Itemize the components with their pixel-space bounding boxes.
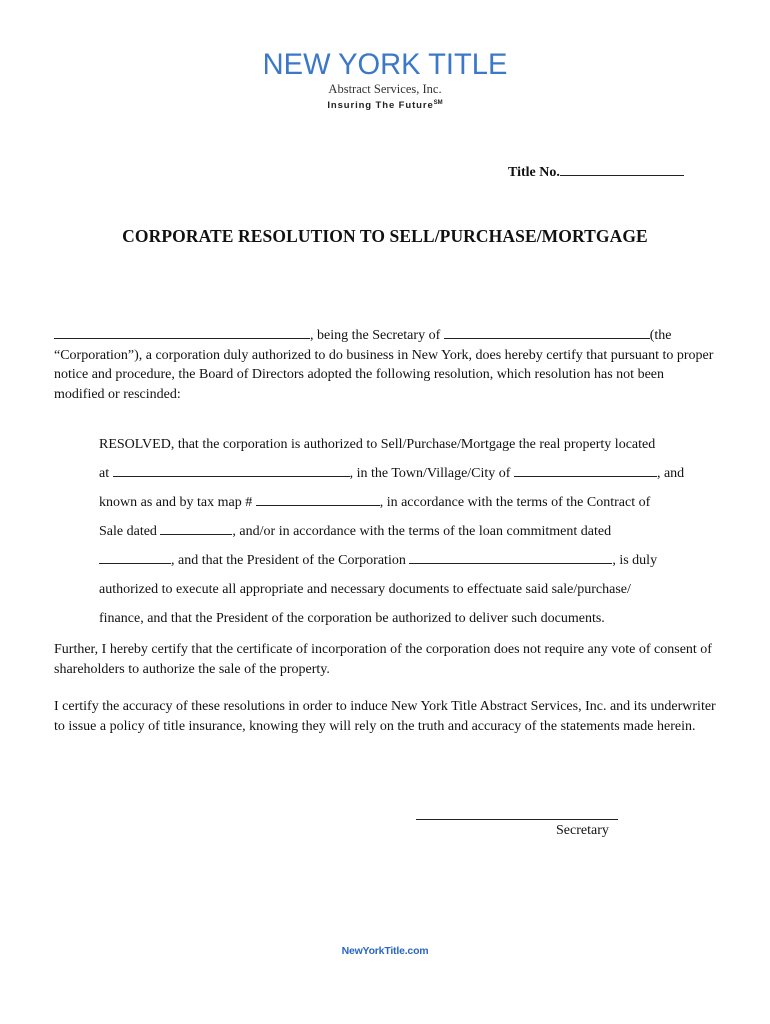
commitment-date-field[interactable] xyxy=(99,550,171,564)
sale-date-field[interactable] xyxy=(160,521,232,535)
resolution-block xyxy=(99,430,719,633)
signature-line[interactable] xyxy=(416,819,618,820)
resolution-line-7: finance, and that the President of the corporation be authorized to deliver such documents. xyxy=(99,611,605,626)
property-location-field[interactable] xyxy=(113,463,350,477)
title-number-label: Title No. xyxy=(508,165,560,180)
company-logo xyxy=(0,48,770,112)
logo-subtitle: Abstract Services, Inc. xyxy=(328,82,442,96)
logo-title: NEW YORK TITLE xyxy=(262,48,508,81)
footer-url[interactable]: NewYorkTitle.com xyxy=(341,945,429,957)
title-number-field[interactable] xyxy=(560,162,684,176)
accuracy-paragraph: I certify the accuracy of these resolutions in order to induce New York Title Abstract Services, Inc. and its underwriter to issue a policy of title insurance, knowing they will rely on the truth and accuracy of the statements made herein. xyxy=(54,699,716,734)
document-heading: CORPORATE RESOLUTION TO SELL/PURCHASE/MORTGAGE xyxy=(122,226,648,246)
title-number xyxy=(508,162,684,181)
corporation-name-field[interactable] xyxy=(444,325,650,339)
resolution-line-4: Sale dated , and/or in accordance with the terms of the loan commitment dated xyxy=(99,517,719,546)
resolution-line-2: at , in the Town/Village/City of , and xyxy=(99,459,719,488)
town-village-city-field[interactable] xyxy=(514,463,657,477)
service-mark: SM xyxy=(433,100,443,106)
resolution-line-3: known as and by tax map # , in accordance with the terms of the Contract of xyxy=(99,488,719,517)
resolution-line-6: authorized to execute all appropriate and necessary documents to effectuate said sale/purchase/ xyxy=(99,582,631,597)
logo-tagline: Insuring The Future℠ xyxy=(327,100,443,112)
tax-map-field[interactable] xyxy=(256,492,380,506)
signature-label: Secretary xyxy=(556,823,609,838)
certification-paragraph: , being the Secretary of (the “Corporation”), a corporation duly authorized to do business in New York, does hereby certify that pursuant to proper notice and procedure, the Board of Directors adopted the following resolution, which resolution has not been modified or rescinded: xyxy=(54,325,716,404)
resolution-line-5: , and that the President of the Corporation , is duly xyxy=(99,546,719,575)
resolution-line-1: RESOLVED, that the corporation is authorized to Sell/Purchase/Mortgage the real property located xyxy=(99,437,656,452)
president-name-field[interactable] xyxy=(409,550,612,564)
shareholder-consent-paragraph: Further, I hereby certify that the certificate of incorporation of the corporation does not require any vote of consent of shareholders to authorize the sale of the property. xyxy=(54,642,712,677)
secretary-name-field[interactable] xyxy=(54,325,310,339)
